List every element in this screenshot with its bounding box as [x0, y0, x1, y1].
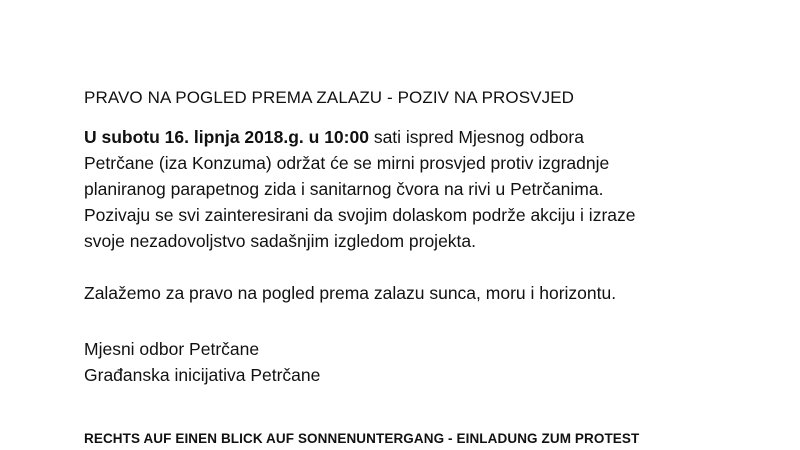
- paragraph-gap: [84, 254, 734, 280]
- date-time-highlight: U subotu 16. lipnja 2018.g. u 10:00: [84, 127, 369, 147]
- body-line-3: planiranog parapetnog zida i sanitarnog čvora na rivi u Petrčanima.: [84, 179, 604, 199]
- body-line-2: Petrčane (iza Konzuma) održat će se mirni prosvjed protiv izgradnje: [84, 153, 610, 173]
- document-title: PRAVO NA POGLED PREMA ZALAZU - POZIV NA PROSVJED: [84, 88, 575, 107]
- signature-local-committee: Mjesni odbor Petrčane: [84, 339, 260, 359]
- invitation-paragraph: [84, 124, 734, 306]
- body-line-1: [84, 124, 734, 150]
- intro-continuation: sati ispred Mjesnog odbora: [368, 127, 584, 147]
- signature-block: [84, 336, 320, 388]
- statement-line: Zalažemo za pravo na pogled prema zalazu sunca, moru i horizontu.: [84, 283, 617, 303]
- signature-civic-initiative: Građanska inicijativa Petrčane: [84, 365, 321, 385]
- german-title: RECHTS AUF EINEN BLICK AUF SONNENUNTERGANG - EINLADUNG ZUM PROTEST: [84, 431, 640, 446]
- body-line-4: Pozivaju se svi zainteresirani da svojim dolaskom podrže akciju i izraze: [84, 205, 636, 225]
- body-line-5: svoje nezadovoljstvo sadašnjim izgledom projekta.: [84, 231, 477, 251]
